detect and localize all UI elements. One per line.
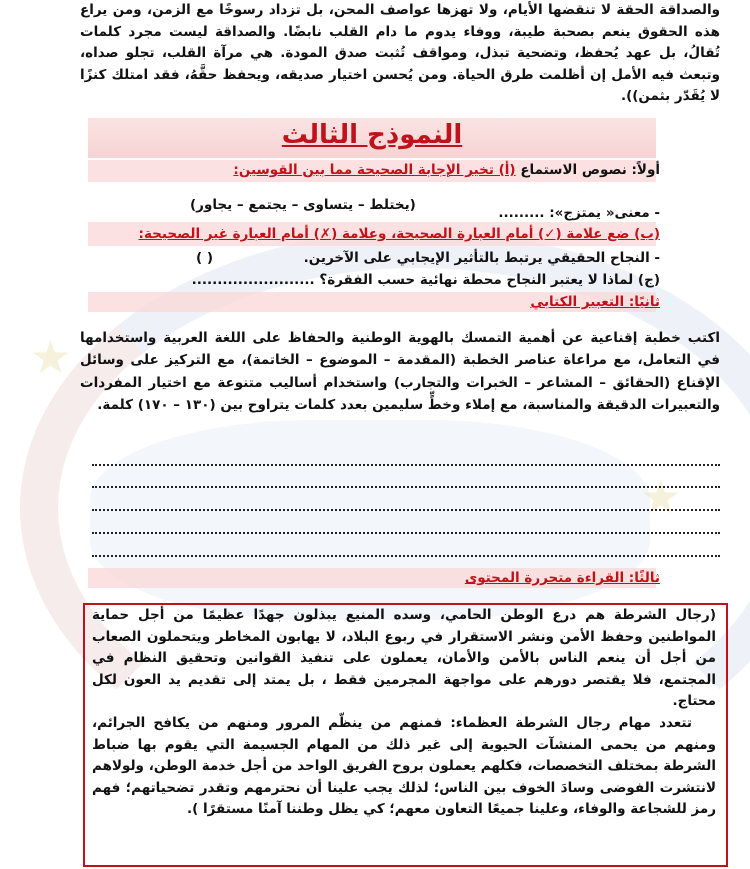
statement-text: - النجاح الحقيقي يرتبط بالتأثير الإيجابي على الآخرين. <box>303 250 660 266</box>
reading-paragraph-2: تتعدد مهام رجال الشرطة العظماء: فمنهم من ينظّم المرور ومنهم من يكافح الجرائم، ومنهم من يحمى المنشآت الحيوية إلى غير ذلك من المهام الجسيمة التي يقوم بها ضباط الشرطة بمختلف التخصصات، فكلهم يعملون بروح الفريق الواحد من أجل خدمة الوطن، ولولاهم لانتشرت الفوضى وسادَ الخوف بين الناس؛ لذلك يجب علينا أن نحترمهم وتقدر تضحياتهم؛ فهم رمز للشجاعة والوفاء، وعلينا جميعًا التعاون معهم؛ كي يظل وطننا آمنًا مستقرًا ). <box>92 714 716 818</box>
answer-line-4[interactable] <box>92 530 720 534</box>
reading-paragraph-1: (رجال الشرطة هم درع الوطن الحامي، وسده المنيع يبذلون جهدًا عظيمًا من أجل حماية المواطنين وحفظ الأمن ونشر الاستقرار في ربوع البلاد، لا يهابون المخاطر ويتحملون الصعاب من أجل أن ينعم الناس بالأمن والأمان، يعملون على تنفيذ القوانين وتحقيق النظام في المجتمع، فلا يقتصر دورهم على مواجهة المجرمين فقط ، بل يمتد إلى تقديم يد العون لكل محتاج. <box>92 607 716 710</box>
answer-brackets[interactable]: ( ) <box>196 250 214 266</box>
section1-heading <box>233 162 660 178</box>
section2-label: ثانيًا: التعبير الكتابي <box>530 294 660 310</box>
section1-label: أولاً: نصوص الاستماع <box>520 162 660 178</box>
intro-paragraph: والصداقة الحقة لا تنقضها الأيام، ولا تهزها عواصف المحن، بل تزداد رسوخًا مع الزمن، ومن يراع هذه الحقوق ينعم بصحبة طيبة، ووفاء يدوم ما دام القلب نابضًا. والصداقة ليست مجرد كلمات تُقالُ، بل عهد يُحفظ، وتضحية تبذل، ومواقف تُثبت صدق المودة. هي مرآة القلب، تجلو صداه، وتبعث فيه الأمل إن أظلمت طرق الحياة. ومن يُحسن اختيار صديقه، ويحفظ حقَّهُ، فقد امتلك كنزًا لا يُقَدّر بثمن)). <box>80 2 720 104</box>
writing-prompt: اكتب خطبة إقناعية عن أهمية التمسك بالهوية الوطنية والحفاظ على اللغة العربية واستخدامها في التعامل، مع مراعاة عناصر الخطبة (المقدمة – الموضوع – الخاتمة)، مع التركيز على وسائل الإقناع (الحقائق – المشاعر – الخبرات والتجارب) واستخدام أساليب متنوعة مع اختيار المفردات والتعبيرات الدقيقة والمناسبة، مع إملاء وخطٍّ سليمين بعدد كلمات يتراوح بين (١٣٠ – ١٧٠) كلمة. <box>80 330 720 413</box>
reading-passage <box>92 605 716 821</box>
statement-line <box>304 250 660 266</box>
answer-line-2[interactable] <box>92 484 720 488</box>
answer-line-3[interactable] <box>92 507 720 511</box>
question-1-text: - معنى« يمتزج»: ......... <box>498 205 660 221</box>
section3-label: ثالثًا: القراءة متحررة المحتوى <box>464 570 660 586</box>
model-title: النموذج الثالث <box>281 120 463 150</box>
answer-line-1[interactable] <box>92 462 720 466</box>
answer-line-5[interactable] <box>92 553 720 557</box>
question-1 <box>498 205 660 221</box>
watermark-star-icon: ★ <box>640 470 682 524</box>
section1-instruction: (أ) تخير الإجابة الصحيحة مما بين القوسين: <box>233 162 516 178</box>
part-c: (ج) لماذا لا يعتبر النجاح محطة نهائية حسب الفقرة؟ ........................ <box>191 272 660 288</box>
watermark-star-icon: ★ <box>30 330 72 384</box>
part-b-instruction: (ب) ضع علامة (✓) أمام العبارة الصحيحة، وعلامة (✗) أمام العبارة غير الصحيحة: <box>138 226 660 242</box>
question-1-choices: (يختلط – يتساوى – يجتمع – يجاور) <box>190 197 416 213</box>
watermark-blob <box>90 420 650 620</box>
